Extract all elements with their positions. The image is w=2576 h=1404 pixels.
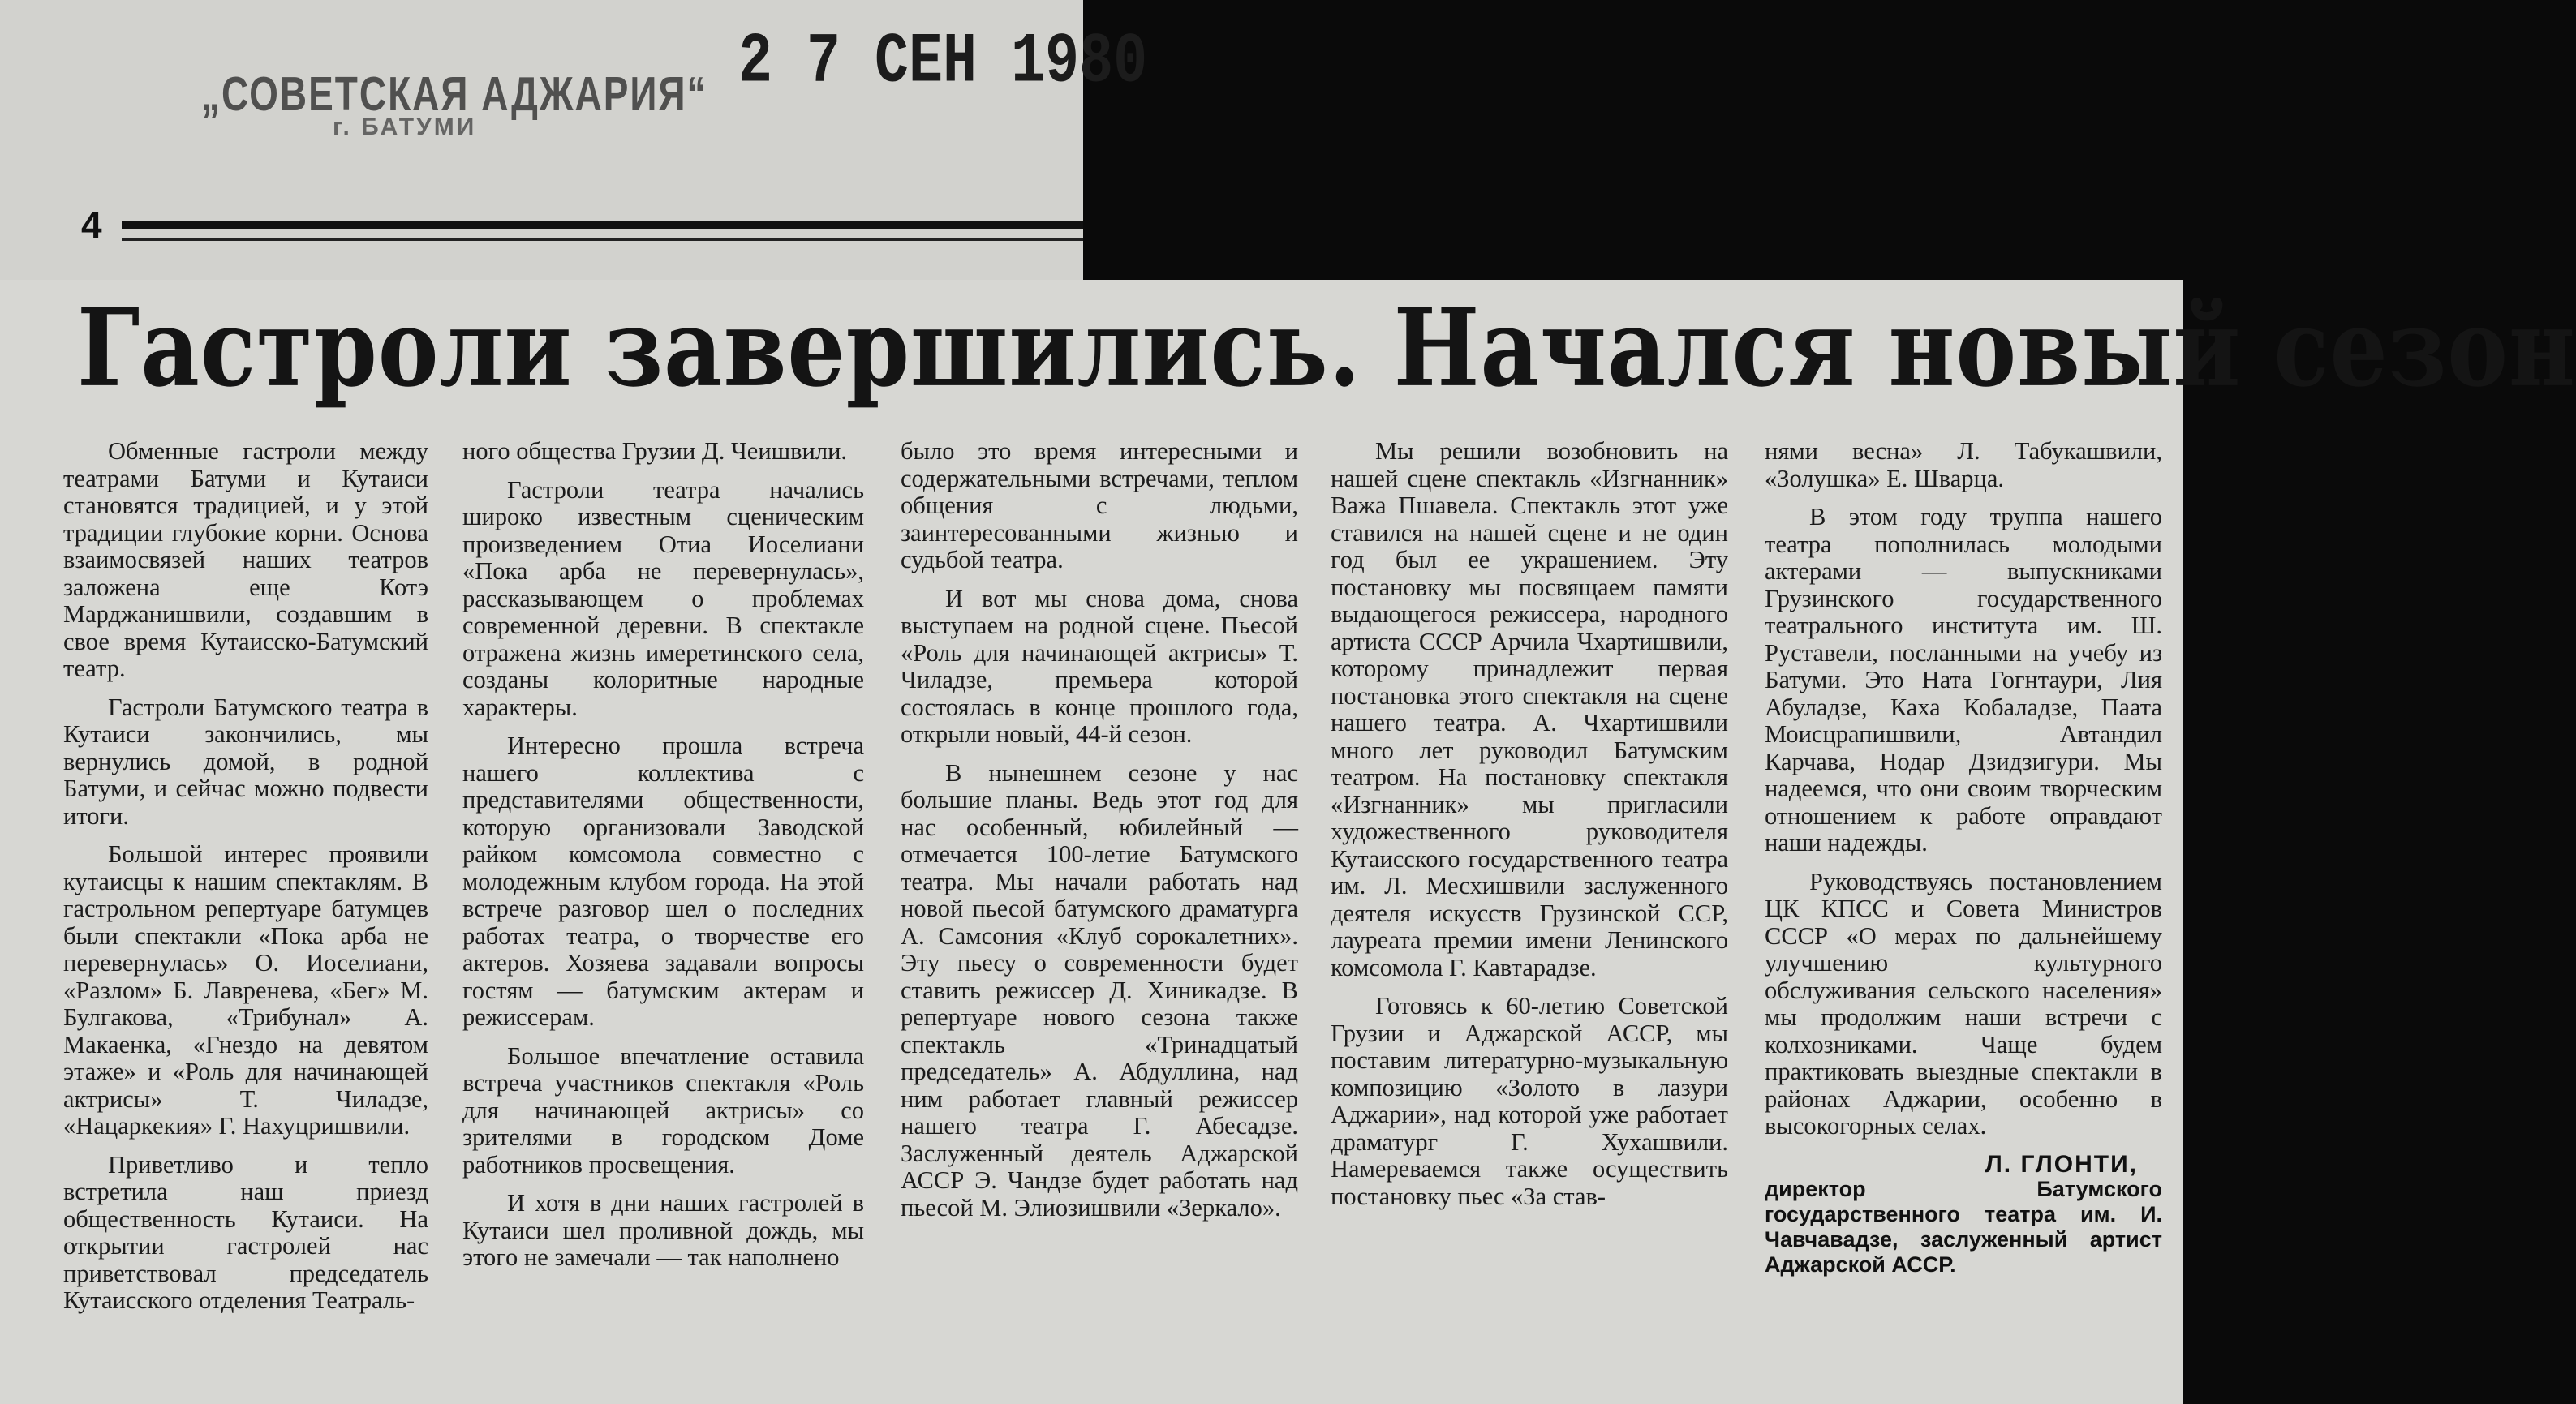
article-paragraph: В этом году труппа нашего театра пополнилась молодыми актерами — выпускниками Грузинского государственного театрального института им. Ш. Руставели, посланными на учебу из Батуми. Это Ната Гогнтаури, Лия Абуладзе, Каха Кобаладзе, Паата Моисцрапишвили, Автандил Карчава, Нодар Дзидзигури. Мы надеемся, что они своим творческим отношением к работе оправдают наши надежды. [1765,503,2162,857]
article-paragraph: Гастроли театра начались широко известным сценическим произведением Отиа Иоселиани «Пока арба не перевернулась», рассказывающем о проблемах современной деревни. В спектакле отражена жизнь имеретинского села, созданы колоритные народные характеры. [462,475,864,721]
page-number: 4 [81,204,102,246]
article-paragraph: ного общества Грузии Д. Чеишвили. [462,437,848,465]
article-paragraph: Готовясь к 60-летию Советской Грузии и Аджарской АССР, мы поставим литературно-музыкальную композицию «Золото в лазури Аджарии», над которой уже работает драматург Г. Хухашвили. Намереваемся также осуществить постановку пьес «За став- [1331,992,1728,1210]
newspaper-stamp: „СОВЕТСКАЯ АДЖАРИЯ“ [201,66,707,121]
article-paragraph: Большое впечатление оставила встреча участников спектакля «Роль для начинающей актрисы» со зрителями в городском Доме работников просвещения. [462,1041,864,1179]
article-paragraph: Большой интерес проявили кутаисцы к нашим спектаклям. В гастрольном репертуаре батумцев были спектакли «Пока арба не перевернулась» О. Иоселиани, «Разлом» Б. Лавренева, «Бег» М. Булгакова, «Трибунал» А. Макаенка, «Гнездо на девятом этаже» и «Роль для начинающей актрисы» Т. Чиладзе, «Нацаркекия» Г. Нахуцришвили. [63,840,428,1140]
article-paragraph: Интересно прошла встреча нашего коллектива с представителями общественности, которую организовали Заводской райком комсомола совместно с молодежным клубом города. На этой встрече разговор шел о последних работах театра, о творчестве его актеров. Хозяева задавали вопросы гостям — батумским актерам и режиссерам. [462,732,864,1031]
article-paragraph: В нынешнем сезоне у нас большие планы. Ведь этот год для нас особенный, юбилейный — отмечается 100-летие Батумского театра. Мы начали работать над новой пьесой батумского драматурга А. Самсония «Клуб сорокалетних». Эту пьесу о современности будет ставить режиссер Д. Хиникадзе. В репертуаре нового сезона также спектакль «Тринадцатый председатель» А. Абдуллина, над ним работает главный режиссер нашего театра Г. Абесадзе. Заслуженный деятель Аджарской АССР Э. Чандзе будет работать над пьесой М. Элиозишвили «Зеркало». [901,758,1298,1222]
article-headline: Гастроли завершились. Начался новый сезон [77,286,2576,411]
article-paragraph: Мы решили возобновить на нашей сцене спектакль «Изгнанник» Важа Пшавела. Спектакль этот уже ставился на нашей сцене и не один год был ее украшением. Эту постановку мы посвящаем памяти выдающегося режиссера, народного артиста СССР Арчила Чхартишвили, которому принадлежит первая постановка этого спектакля на сцене нашего театра. А. Чхартишвили много лет руководил Батумским театром. На постановку спектакля «Изгнанник» мы пригласили художественного руководителя Кутаисского государственного театра им. Л. Месхишвили заслуженного деятеля искусств Грузинской ССР, лауреата премии имени Ленинского комсомола Г. Кавтарадзе. [1331,437,1728,981]
article-paragraph: Обменные гастроли между театрами Батуми и Кутаиси становятся традицией, и у этой традиции глубокие корни. Основа взаимосвязей наших театров заложена еще Котэ Марджанишвили, создавшим в свое время Кутаисско-Батумский театр. [63,437,428,682]
article-paragraph: нями весна» Л. Табукашвили, «Золушка» Е. Шварца. [1765,437,2162,492]
article-column-3 [901,438,1298,1395]
date-stamp: 2 7 СЕН 1980 [738,23,1148,103]
header-rule-thin [122,238,1083,241]
article-column-5 [1765,438,2162,1395]
article-paragraph: Руководствуясь постановлением ЦК КПСС и Совета Министров СССР «О мерах по дальнейшему улучшению культурного обслуживания сельского населения» мы продолжим наши встречи с колхозниками. Чаще будем практиковать выездные спектакли в районах Аджарии, особенно в высокогорных селах. [1765,867,2162,1140]
article-paragraph: И вот мы снова дома, снова выступаем на родной сцене. Пьесой «Роль для начинающей актрисы» Т. Чиладзе, премьера которой состоялась в конце прошлого года, открыли новый, 44-й сезон. [901,584,1298,748]
header-rule-thick [122,221,1083,229]
article-paragraph: Приветливо и тепло встретила наш приезд общественность Кутаиси. На открытии гастролей нас приветствовал председатель Кутаисского отделения Театраль- [63,1150,428,1314]
author-name: Л. ГЛОНТИ, [1985,1150,2138,1178]
article-paragraph: И хотя в дни наших гастролей в Кутаиси шел проливной дождь, мы этого не замечали — так наполнено [462,1189,864,1271]
city-stamp: г. БАТУМИ [333,114,477,140]
article-paragraph: Гастроли Батумского театра в Кутаиси закончились, мы вернулись домой, в родной Батуми, и сейчас можно подвести итоги. [63,693,428,830]
author-title: директор Батумского государственного театра им. И. Чавчавадзе, заслуженный артист Аджарской АССР. [1765,1176,2162,1277]
author-signature [1765,1152,2162,1277]
article-paragraph: было это время интересными и содержательными встречами, теплом общения с людьми, заинтересованными жизнью и судьбой театра. [901,437,1298,573]
article-column-4 [1331,438,1728,1395]
article-column-2 [462,438,864,1395]
article-column-1 [63,438,428,1395]
